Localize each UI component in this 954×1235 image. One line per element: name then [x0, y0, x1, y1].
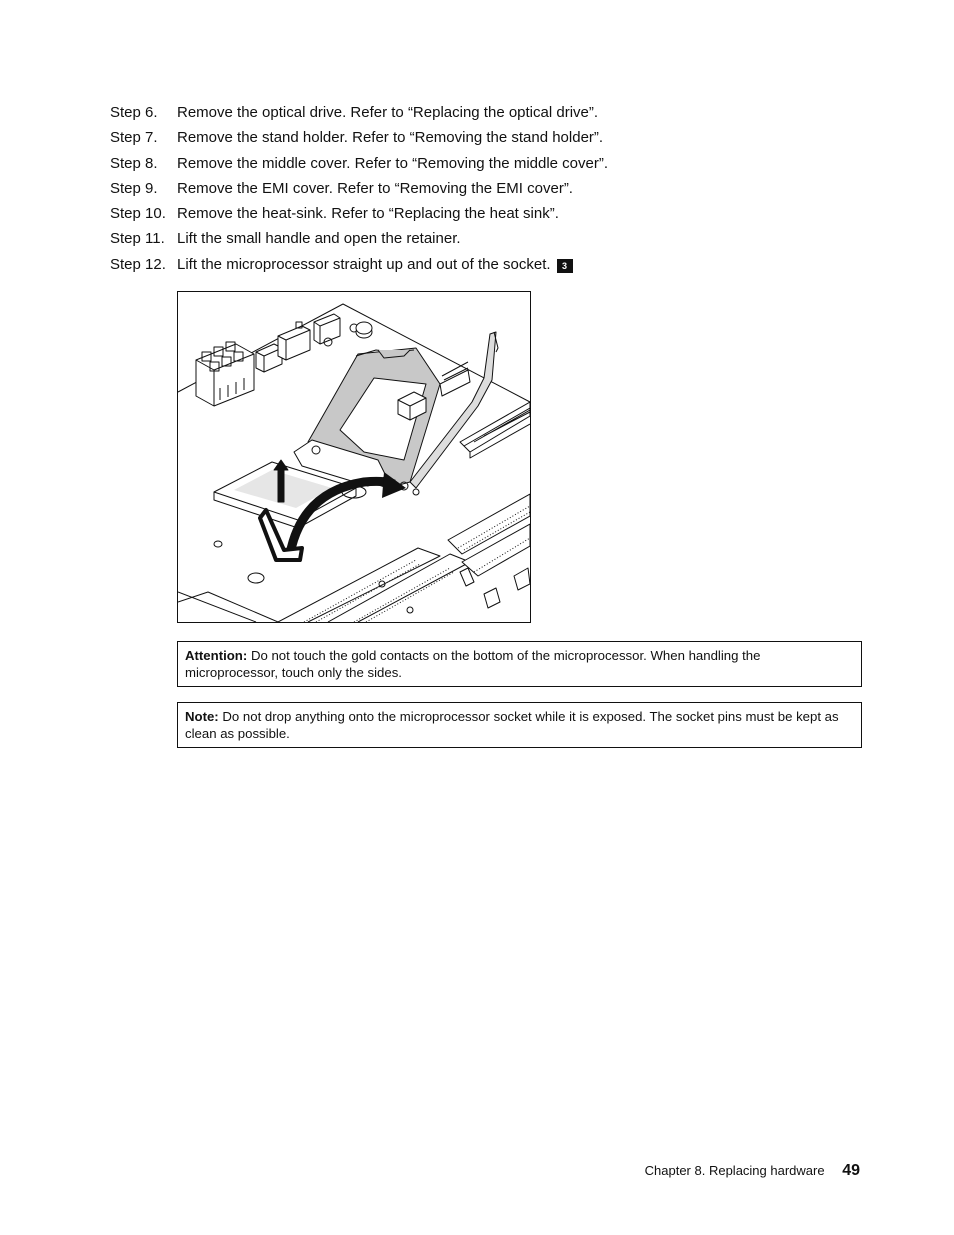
step-number: Step 12. [110, 255, 166, 273]
step-text: Remove the heat-sink. Refer to “Replacing the heat sink”. [177, 205, 559, 223]
step-number: Step 9. [110, 179, 158, 197]
power-connector [196, 342, 254, 406]
step-text-content: Lift the microprocessor straight up and out of the socket. [177, 255, 551, 273]
step-text: Remove the stand holder. Refer to “Removing the stand holder”. [177, 129, 604, 147]
step-text: Remove the EMI cover. Refer to “Removing the EMI cover”. [177, 179, 573, 197]
note-notice [177, 702, 862, 748]
step-12 [110, 252, 870, 277]
step-10 [110, 201, 870, 226]
page-footer [645, 1162, 860, 1180]
step-number: Step 8. [110, 154, 158, 172]
chapter-title: Chapter 8. Replacing hardware [644, 1163, 825, 1178]
step-list [110, 100, 870, 277]
microprocessor-removal-illustration [177, 291, 531, 623]
step-7 [110, 125, 870, 150]
step-number: Step 7. [110, 129, 158, 147]
step-text: Lift the small handle and open the retainer. [177, 230, 461, 248]
attention-text: Do not touch the gold contacts on the bottom of the microprocessor. When handling the microprocessor, touch only the sides. [185, 648, 761, 680]
attention-notice [177, 641, 862, 687]
step-9 [110, 176, 870, 201]
step-text: Remove the middle cover. Refer to “Removing the middle cover”. [177, 154, 609, 172]
callout-badge: 3 [557, 259, 573, 273]
step-number: Step 11. [110, 230, 165, 248]
step-6 [110, 100, 870, 125]
step-number: Step 10. [110, 205, 166, 223]
note-label: Note: [185, 709, 219, 724]
step-text [177, 252, 573, 277]
step-number: Step 6. [110, 104, 158, 121]
note-text: Do not drop anything onto the microprocessor socket while it is exposed. The socket pins must be kept as clean as possible. [185, 709, 839, 741]
page-number: 49 [842, 1162, 860, 1179]
attention-label: Attention: [185, 648, 248, 663]
step-text: Remove the optical drive. Refer to “Replacing the optical drive”. [177, 104, 599, 121]
step-11 [110, 226, 870, 251]
step-8 [110, 151, 870, 176]
